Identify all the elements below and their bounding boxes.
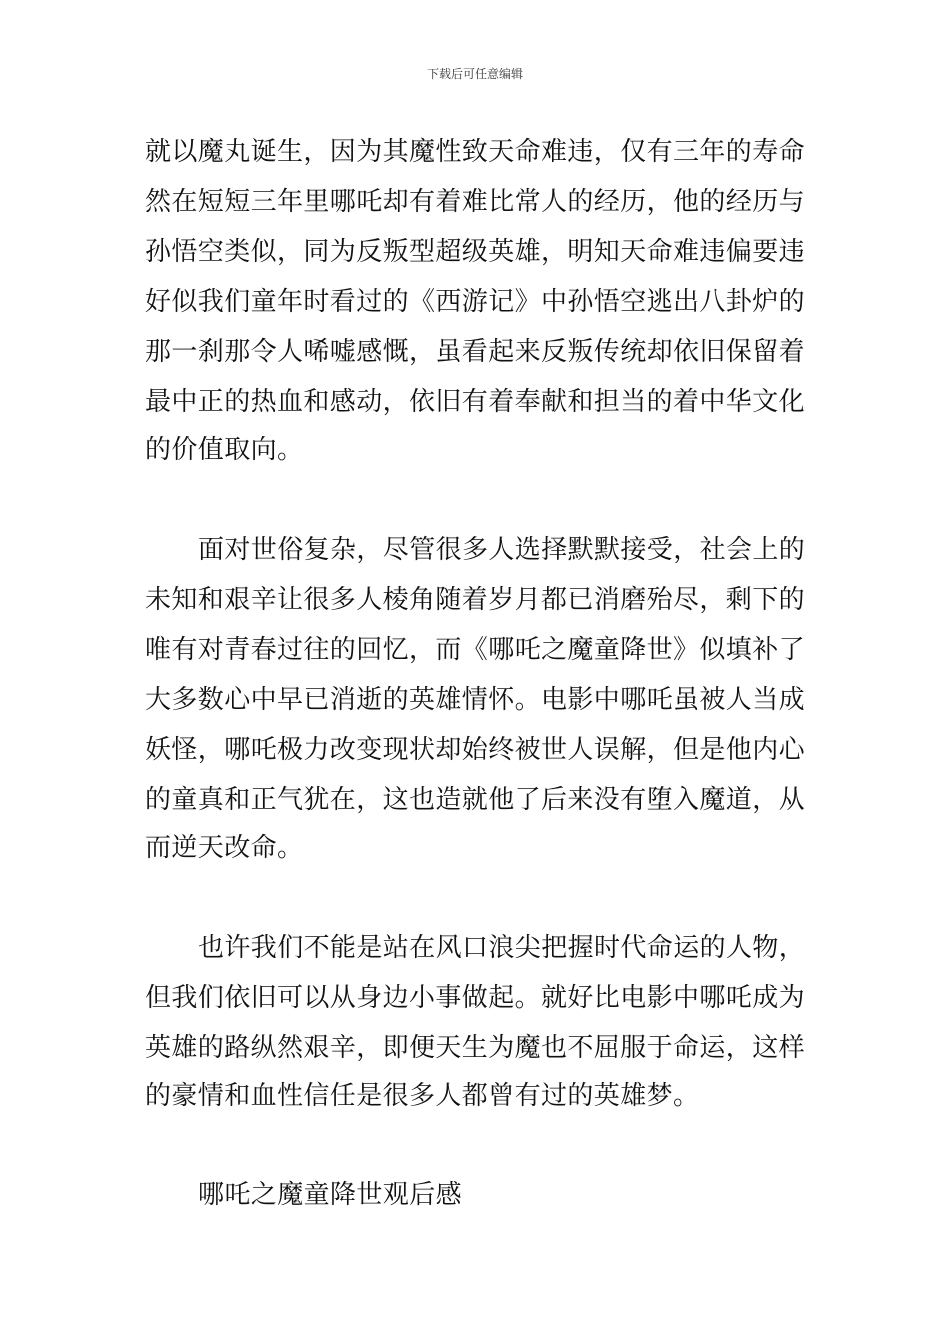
- paragraph-1-line-5: 那一刹那令人唏嘘感慨，虽看起来反叛传统却依旧保留着: [145, 337, 806, 367]
- paragraph-3-line-3: 英雄的路纵然艰辛，即便天生为魔也不屈服于命运，这样: [145, 1033, 806, 1063]
- paragraph-2-line-5: 妖怪，哪吒极力改变现状却始终被世人误解，但是他内心: [145, 735, 806, 765]
- paragraph-2-line-7: 而逆天改命。: [145, 833, 304, 863]
- paragraph-3-line-4: 的豪情和血性信任是很多人都曾有过的英雄梦。: [145, 1081, 700, 1111]
- section-title: 哪吒之魔童降世观后感: [198, 1180, 463, 1210]
- paragraph-1-line-3: 孙悟空类似，同为反叛型超级英雄，明知天命难违偏要违: [145, 237, 806, 267]
- page-header: 下载后可任意编辑: [426, 67, 523, 81]
- paragraph-1-line-7: 的价值取向。: [145, 435, 304, 465]
- paragraph-1-line-2: 然在短短三年里哪吒却有着难比常人的经历，他的经历与: [145, 187, 806, 217]
- paragraph-2-line-1: 面对世俗复杂，尽管很多人选择默默接受，社会上的: [198, 535, 806, 565]
- paragraph-1-line-1: 就以魔丸诞生，因为其魔性致天命难违，仅有三年的寿命: [145, 137, 806, 167]
- paragraph-1-line-6: 最中正的热血和感动，依旧有着奉献和担当的着中华文化: [145, 387, 806, 417]
- paragraph-3-line-1: 也许我们不能是站在风口浪尖把握时代命运的人物，: [198, 933, 806, 963]
- paragraph-2-line-4: 大多数心中早已消逝的英雄情怀。电影中哪吒虽被人当成: [145, 685, 806, 715]
- paragraph-2-line-3: 唯有对青春过往的回忆，而《哪吒之魔童降世》似填补了: [145, 635, 806, 665]
- paragraph-1-line-4: 好似我们童年时看过的《西游记》中孙悟空逃出八卦炉的: [145, 287, 806, 317]
- paragraph-2-line-2: 未知和艰辛让很多人棱角随着岁月都已消磨殆尽，剩下的: [145, 585, 806, 615]
- paragraph-2-line-6: 的童真和正气犹在，这也造就他了后来没有堕入魔道，从: [145, 785, 806, 815]
- paragraph-3-line-2: 但我们依旧可以从身边小事做起。就好比电影中哪吒成为: [145, 983, 806, 1013]
